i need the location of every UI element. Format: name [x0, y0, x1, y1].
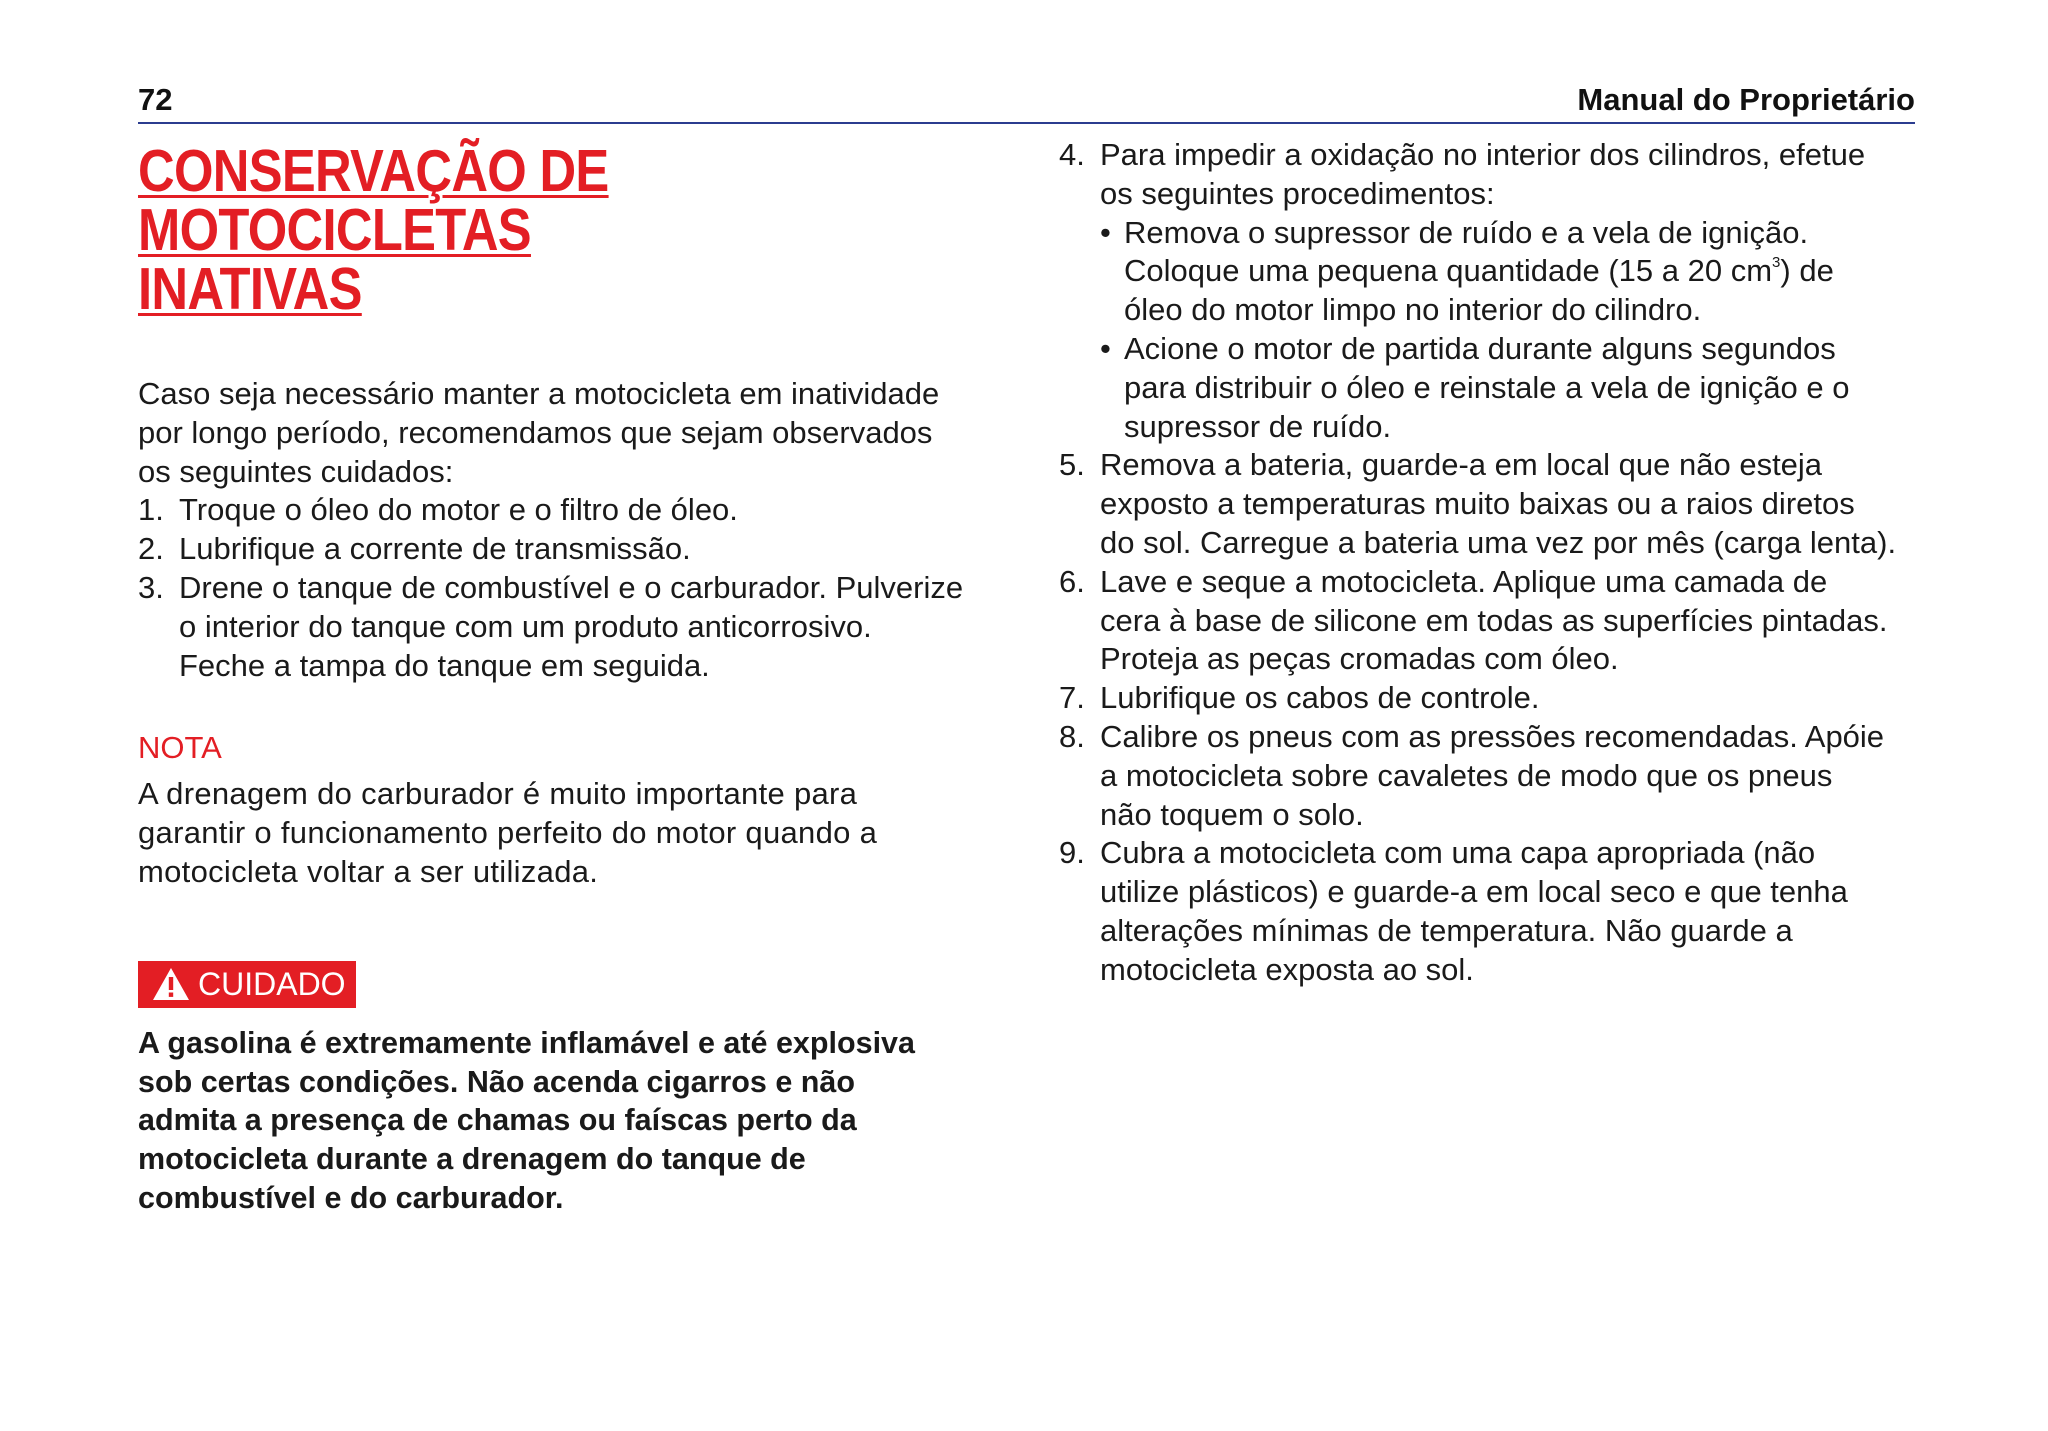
list-item-step-6 — [1059, 563, 1919, 679]
right-column — [1059, 136, 1919, 990]
note-text — [138, 775, 1008, 891]
step-number: 3. — [138, 569, 164, 605]
step-text: Proteja as peças cromadas com óleo. — [1100, 641, 1619, 677]
page-number: 72 — [138, 82, 173, 117]
step-text: o interior do tanque com um produto anticorrosivo. — [179, 608, 872, 644]
bullet-item — [1100, 330, 1919, 446]
step-text: Cubra a motocicleta com uma capa apropriada (não — [1100, 835, 1816, 871]
steps-list-left — [138, 491, 1008, 685]
step-text: Troque o óleo do motor e o filtro de óleo. — [179, 492, 738, 528]
note-line: motocicleta voltar a ser utilizada. — [138, 853, 599, 889]
bullet-text: supressor de ruído. — [1124, 408, 1392, 444]
step-text: os seguintes procedimentos: — [1100, 175, 1495, 211]
step-4-bullets — [1100, 214, 1919, 447]
intro-line: os seguintes cuidados: — [138, 453, 454, 489]
step-text: utilize plásticos) e guarde-a em local seco e que tenha — [1100, 874, 1848, 910]
superscript: 3 — [1772, 254, 1781, 272]
section-title-line1: CONSERVAÇÃO DE MOTOCICLETAS — [138, 138, 609, 263]
step-text: não toquem o solo. — [1100, 796, 1364, 832]
step-text: do sol. Carregue a bateria uma vez por mês (carga lenta). — [1100, 524, 1897, 560]
caution-line: sob certas condições. Não acenda cigarros e não — [138, 1064, 856, 1099]
bullet-text: ) de — [1780, 253, 1834, 289]
caution-line: admita a presença de chamas ou faíscas perto da — [138, 1103, 857, 1138]
list-item-step-4 — [1059, 136, 1919, 446]
step-number: 4. — [1059, 137, 1085, 172]
bullet-item — [1100, 214, 1919, 330]
list-item-step-2 — [138, 530, 1008, 569]
step-text: exposto a temperaturas muito baixas ou a raios diretos — [1100, 486, 1855, 522]
bullet-text: Acione o motor de partida durante alguns segundos — [1124, 330, 1836, 366]
caution-text — [138, 1024, 1008, 1218]
bullet-dot: • — [1100, 214, 1111, 250]
list-item-step-3 — [138, 569, 1008, 685]
intro-line: por longo período, recomendamos que sejam observados — [138, 414, 933, 450]
warning-triangle-icon — [152, 967, 190, 1001]
bullet-text: óleo do motor limpo no interior do cilindro. — [1124, 292, 1702, 328]
caution-badge — [138, 961, 356, 1008]
step-text: Drene o tanque de combustível e o carburador. Pulverize — [179, 569, 964, 605]
step-number: 5. — [1059, 447, 1085, 483]
step-number: 1. — [138, 492, 164, 528]
step-text: Remova a bateria, guarde-a em local que não esteja — [1100, 447, 1823, 483]
list-item-step-1 — [138, 491, 1008, 530]
list-item-step-9 — [1059, 834, 1919, 989]
note-heading: NOTA — [138, 730, 222, 766]
left-column — [138, 136, 1008, 1248]
bullet-dot: • — [1100, 330, 1111, 366]
caution-line: motocicleta durante a drenagem do tanque de — [138, 1142, 806, 1177]
step-number: 2. — [138, 531, 164, 567]
step-text: a motocicleta sobre cavaletes de modo que os pneus — [1100, 757, 1833, 793]
step-text: Lubrifique os cabos de controle. — [1100, 680, 1540, 716]
list-item-step-8 — [1059, 718, 1919, 834]
step-text: Lave e seque a motocicleta. Aplique uma camada de — [1100, 563, 1828, 599]
note-line: A drenagem do carburador é muito importante para — [138, 776, 858, 812]
section-title-line2: INATIVAS — [138, 256, 362, 322]
manual-title: Manual do Proprietário — [1577, 82, 1915, 117]
page-header — [138, 78, 1915, 124]
intro-paragraph — [138, 375, 1008, 491]
section-title — [138, 138, 998, 322]
step-number: 7. — [1059, 680, 1085, 716]
note-line: garantir o funcionamento perfeito do motor quando a — [138, 815, 878, 851]
step-number: 9. — [1059, 835, 1085, 871]
caution-label: CUIDADO — [198, 965, 346, 1002]
step-text: Lubrifique a corrente de transmissão. — [179, 531, 691, 567]
step-number: 8. — [1059, 718, 1085, 754]
step-text: Feche a tampa do tanque em seguida. — [179, 647, 710, 683]
bullet-text: para distribuir o óleo e reinstale a vela de ignição e o — [1124, 369, 1850, 405]
caution-line: combustível e do carburador. — [138, 1180, 564, 1215]
step-number: 6. — [1059, 563, 1085, 599]
step-text: Para impedir a oxidação no interior dos cilindros, efetue — [1100, 137, 1866, 172]
step-text: motocicleta exposta ao sol. — [1100, 951, 1474, 987]
step-text: Calibre os pneus com as pressões recomendadas. Apóie — [1100, 718, 1885, 754]
step-text: cera à base de silicone em todas as superfícies pintadas. — [1100, 602, 1888, 638]
step-text: alterações mínimas de temperatura. Não guarde a — [1100, 912, 1793, 948]
list-item-step-5 — [1059, 446, 1919, 562]
list-item-step-7 — [1059, 679, 1919, 718]
bullet-text: Coloque uma pequena quantidade (15 a 20 cm — [1124, 253, 1773, 289]
caution-line: A gasolina é extremamente inflamável e até explosiva — [138, 1025, 915, 1060]
steps-list-right — [1059, 136, 1919, 990]
intro-line: Caso seja necessário manter a motocicleta em inatividade — [138, 376, 940, 411]
bullet-text: Remova o supressor de ruído e a vela de ignição. — [1124, 214, 1809, 250]
